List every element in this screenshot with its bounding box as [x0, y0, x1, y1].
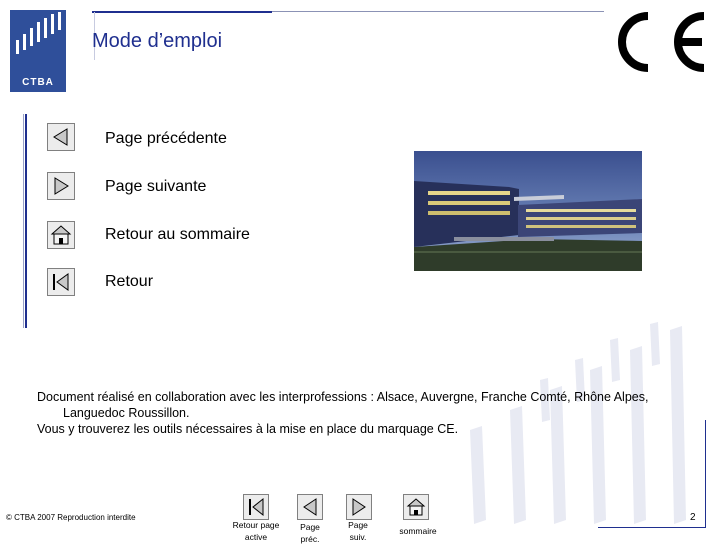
legend-next-label: Page suivante: [105, 178, 207, 195]
footer-back-label-line2: active: [244, 532, 268, 542]
legend-next-button[interactable]: [47, 172, 75, 200]
footer-next-button[interactable]: [346, 494, 372, 520]
copyright-text: © CTBA 2007 Reproduction interdite: [6, 513, 136, 522]
next-page-icon: [48, 173, 74, 199]
home-icon: [48, 222, 74, 248]
footer-previous-button[interactable]: [297, 494, 323, 520]
footer-home-button[interactable]: [403, 494, 429, 520]
page-number: 2: [690, 512, 696, 523]
side-rule: [25, 114, 27, 328]
legend-previous-label: Page précédente: [105, 130, 227, 147]
footer-next-label-line1: Page: [348, 520, 368, 530]
legend-home-button[interactable]: [47, 221, 75, 249]
description-line-1: Document réalisé en collaboration avec les interprofessions : Alsace, Auvergne, Franche Comté, Rhône Alpes,: [37, 390, 649, 404]
header-rule-accent: [92, 11, 272, 13]
back-icon: [48, 269, 74, 295]
logo-text: CTBA: [22, 77, 54, 88]
legend-back-button[interactable]: [47, 268, 75, 296]
side-rule-light: [23, 114, 24, 328]
description-line-2: Languedoc Roussillon.: [63, 406, 190, 420]
legend-previous-button[interactable]: [47, 123, 75, 151]
back-icon: [244, 495, 268, 519]
footer-back-label: [226, 519, 286, 543]
footer-back-button[interactable]: [243, 494, 269, 520]
next-page-icon: [347, 495, 371, 519]
footer-previous-label-line2: préc.: [300, 534, 320, 544]
footer-rule: [598, 527, 706, 528]
description-line-3: Vous y trouverez les outils nécessaires à la mise en place du marquage CE.: [37, 422, 459, 436]
page-title: Mode d’emploi: [92, 30, 223, 52]
legend-home-label: Retour au sommaire: [105, 226, 250, 243]
ce-mark-icon: [612, 8, 710, 76]
building-photo: [414, 151, 642, 271]
home-icon: [404, 495, 428, 519]
footer-back-label-line1: Retour page: [232, 520, 280, 530]
footer-previous-label: [290, 521, 330, 545]
description-text: [37, 389, 707, 437]
footer-home-label: [390, 525, 446, 537]
footer-next-label-line2: suiv.: [349, 532, 367, 542]
previous-page-icon: [298, 495, 322, 519]
footer-previous-label-line1: Page: [300, 522, 320, 532]
footer-home-label-line1: sommaire: [399, 526, 437, 536]
footer-next-label: [338, 519, 378, 543]
footer-rule-vertical: [705, 420, 706, 528]
ctba-logo: [10, 10, 66, 92]
legend-back-label: Retour: [105, 273, 154, 290]
previous-page-icon: [48, 124, 74, 150]
